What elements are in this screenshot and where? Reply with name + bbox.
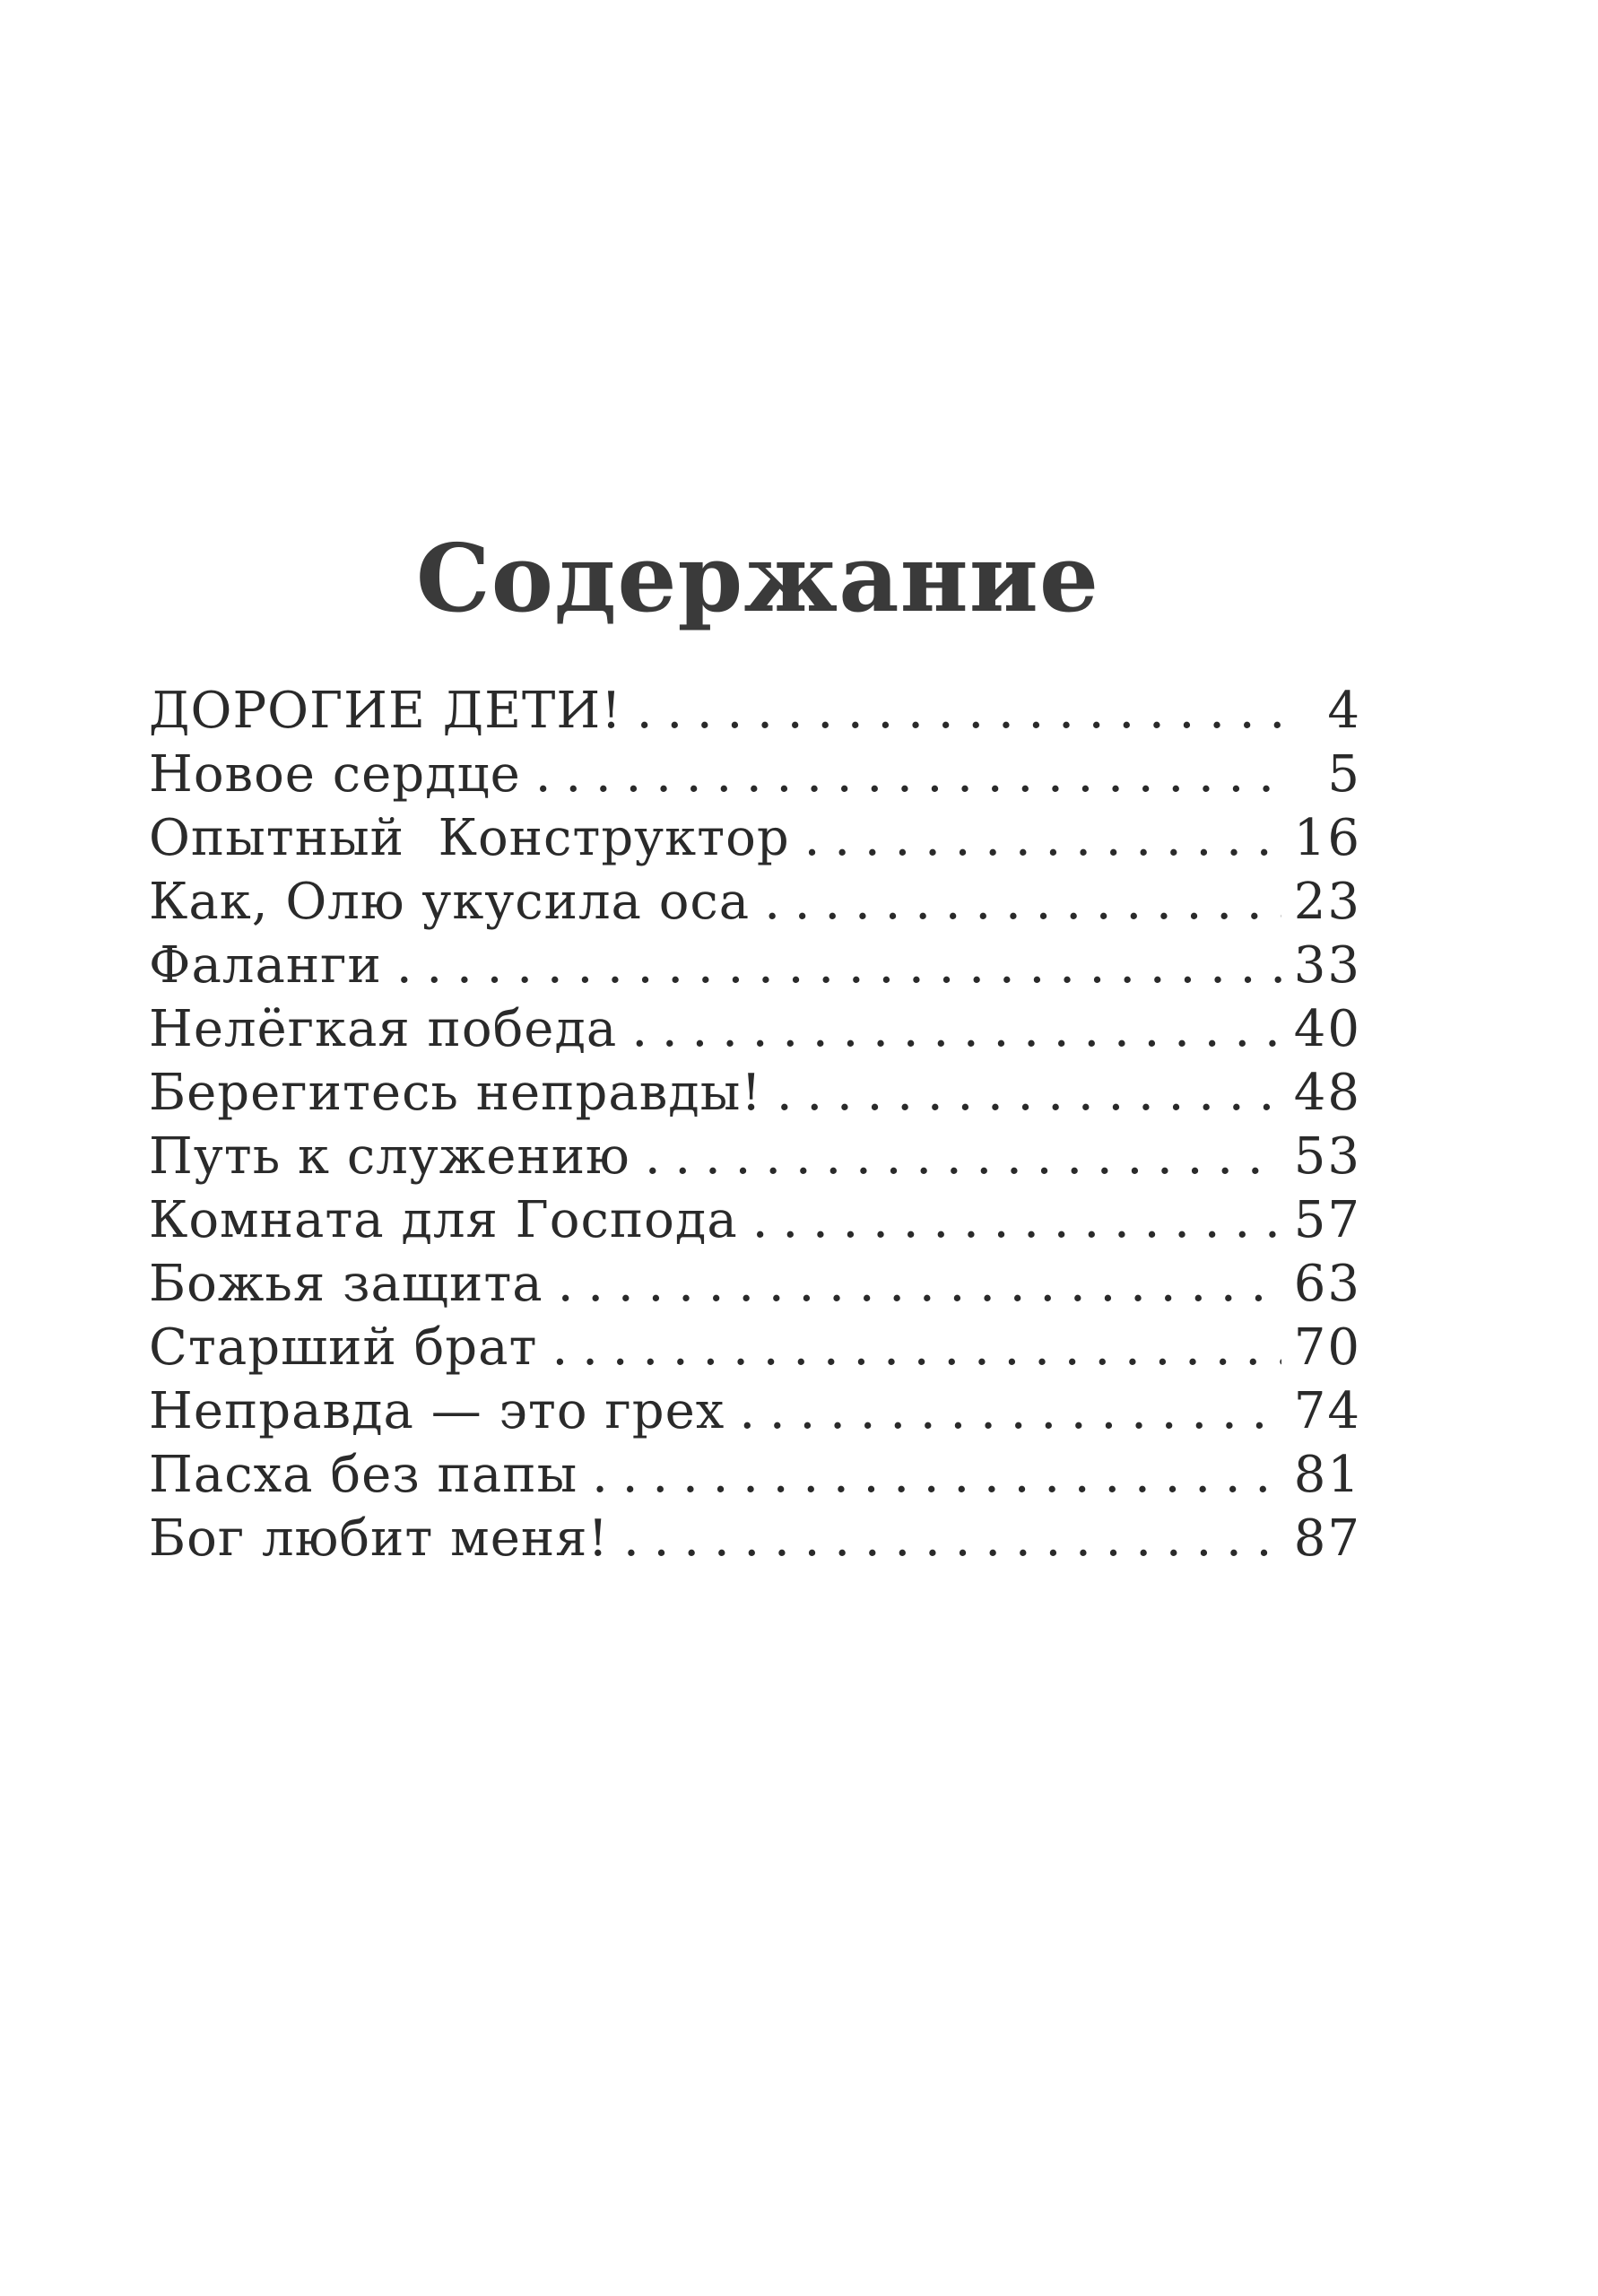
toc-entry-title: ДОРОГИЕ ДЕТИ! xyxy=(149,682,622,740)
toc-entry[interactable] xyxy=(149,870,1361,934)
toc-entry-page: 4 xyxy=(1327,682,1361,740)
toc-entry-title: Новое сердце xyxy=(149,745,521,804)
dot-leader xyxy=(739,1379,1281,1443)
toc-entry-page: 53 xyxy=(1293,1127,1361,1186)
toc-entry[interactable] xyxy=(149,806,1361,870)
toc-entry[interactable] xyxy=(149,934,1361,997)
dot-leader xyxy=(552,1316,1281,1379)
toc-entry-title: Старший брат xyxy=(149,1318,538,1377)
dot-leader xyxy=(396,934,1281,997)
dot-leader xyxy=(623,1507,1281,1570)
toc-entry-page: 87 xyxy=(1293,1509,1361,1568)
toc-entry[interactable] xyxy=(149,743,1361,806)
table-of-contents xyxy=(149,679,1361,1570)
toc-entry-page: 33 xyxy=(1293,936,1361,995)
toc-entry-title: Комната для Господа xyxy=(149,1191,738,1249)
toc-entry[interactable] xyxy=(149,1316,1361,1379)
dot-leader xyxy=(631,997,1281,1061)
toc-entry-page: 40 xyxy=(1293,1000,1361,1058)
toc-entry-title: Берегитесь неправды! xyxy=(149,1064,762,1122)
toc-entry[interactable] xyxy=(149,1061,1361,1125)
toc-entry-title: Нелёгкая победа xyxy=(149,1000,618,1058)
toc-entry-page: 16 xyxy=(1293,809,1361,867)
toc-entry[interactable] xyxy=(149,997,1361,1061)
toc-entry[interactable] xyxy=(149,1125,1361,1188)
toc-entry[interactable] xyxy=(149,1443,1361,1507)
toc-entry[interactable] xyxy=(149,1252,1361,1316)
toc-entry-title: Неправда — это грех xyxy=(149,1382,725,1440)
toc-entry-page: 48 xyxy=(1293,1064,1361,1122)
toc-entry-page: 70 xyxy=(1293,1318,1361,1377)
toc-entry-page: 5 xyxy=(1327,745,1361,804)
toc-entry-page: 81 xyxy=(1293,1446,1361,1504)
dot-leader xyxy=(752,1188,1281,1252)
toc-entry-title: Опытный Конструктор xyxy=(149,809,790,867)
page-title: Содержание xyxy=(415,523,1100,633)
dot-leader xyxy=(592,1443,1281,1507)
dot-leader xyxy=(804,806,1281,870)
dot-leader xyxy=(777,1061,1281,1125)
toc-entry-title: Как, Олю укусила оса xyxy=(149,873,751,931)
toc-entry-title: Пасха без папы xyxy=(149,1446,578,1504)
toc-entry-page: 74 xyxy=(1293,1382,1361,1440)
dot-leader xyxy=(558,1252,1281,1316)
toc-entry-page: 57 xyxy=(1293,1191,1361,1249)
toc-entry[interactable] xyxy=(149,1507,1361,1570)
toc-entry[interactable] xyxy=(149,1188,1361,1252)
toc-entry-page: 23 xyxy=(1293,873,1361,931)
toc-entry-page: 63 xyxy=(1293,1255,1361,1313)
toc-entry-title: Бог любит меня! xyxy=(149,1509,610,1568)
dot-leader xyxy=(764,870,1281,934)
toc-entry-title: Божья защита xyxy=(149,1255,543,1313)
toc-entry-title: Фаланги xyxy=(149,936,382,995)
toc-entry-title: Путь к служению xyxy=(149,1127,630,1186)
dot-leader xyxy=(637,679,1284,743)
dot-leader xyxy=(645,1125,1281,1188)
toc-entry[interactable] xyxy=(149,679,1361,743)
dot-leader xyxy=(535,743,1284,806)
toc-entry[interactable] xyxy=(149,1379,1361,1443)
